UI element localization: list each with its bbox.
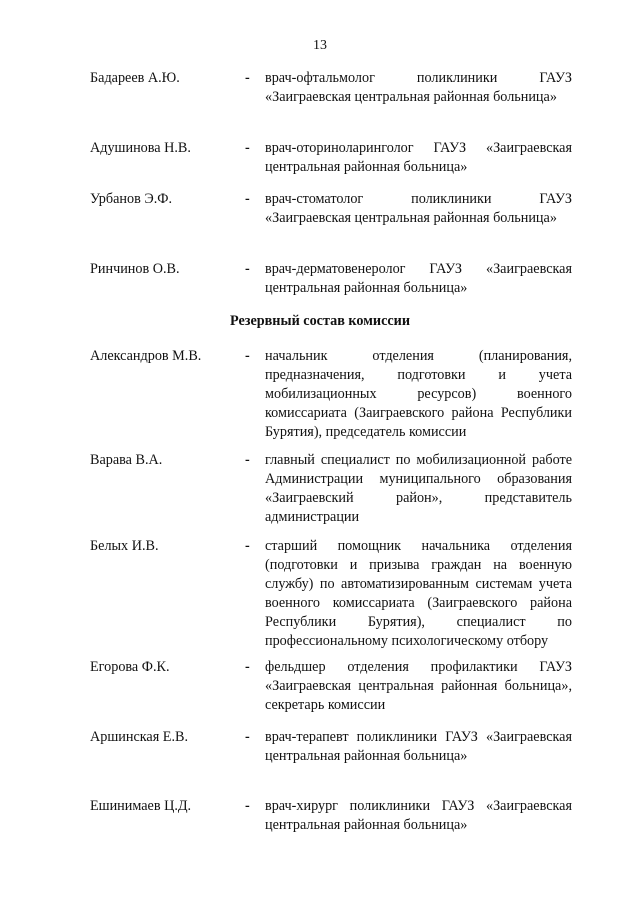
member-role: врач-хирург поликлиники ГАУЗ «Заиграевская центральная районная больница» <box>265 798 572 833</box>
member-name: Александров М.В. <box>90 348 202 364</box>
member-name: Урбанов Э.Ф. <box>90 191 173 207</box>
separator-dash: - <box>245 261 250 277</box>
separator-dash: - <box>245 452 250 468</box>
member-role: врач-терапевт поликлиники ГАУЗ «Заиграевская центральная районная больница» <box>265 729 572 764</box>
separator-dash: - <box>245 798 250 814</box>
member-role: врач-оториноларинголог ГАУЗ «Заиграевская центральная районная больница» <box>265 140 572 175</box>
member-name: Ешинимаев Ц.Д. <box>90 798 192 814</box>
member-name: Аршинская Е.В. <box>90 729 189 745</box>
member-name: Варава В.А. <box>90 452 163 468</box>
reserve-section-heading: Резервный состав комиссии <box>229 313 411 329</box>
member-role: старший помощник начальника отделения (подготовки и призыва граждан на военную службу) по автоматизированным системам учета военного комиссариата (Заиграевского района Республики Бурятия), специалист по профессиональному психологическому отбору <box>265 538 572 649</box>
member-role: фельдшер отделения профилактики ГАУЗ «Заиграевская центральная районная больница», секретарь комиссии <box>265 659 572 713</box>
separator-dash: - <box>245 70 250 86</box>
separator-dash: - <box>245 140 250 156</box>
member-role: врач-дерматовенеролог ГАУЗ «Заиграевская центральная районная больница» <box>265 261 572 296</box>
separator-dash: - <box>245 729 250 745</box>
member-name: Бадареев А.Ю. <box>90 70 180 86</box>
member-name: Адушинова Н.В. <box>90 140 191 156</box>
member-role: начальник отделения (планирования, предназначения, подготовки и учета мобилизационных ресурсов) военного комиссариата (Заиграевского района Республики Бурятия), председатель комиссии <box>265 348 572 440</box>
page-number: 13 <box>313 38 327 53</box>
member-role: врач-стоматолог поликлиники ГАУЗ «Заиграевская центральная районная больница» <box>265 191 572 226</box>
separator-dash: - <box>245 348 250 364</box>
member-role: главный специалист по мобилизационной работе Администрации муниципального образования «Заиграевский район», представитель администрации <box>265 452 572 525</box>
member-name: Ринчинов О.В. <box>90 261 180 277</box>
member-role: врач-офтальмолог поликлиники ГАУЗ «Заиграевская центральная районная больница» <box>265 70 572 105</box>
member-name: Белых И.В. <box>90 538 159 554</box>
member-name: Егорова Ф.К. <box>90 659 170 675</box>
separator-dash: - <box>245 538 250 554</box>
separator-dash: - <box>245 191 250 207</box>
separator-dash: - <box>245 659 250 675</box>
